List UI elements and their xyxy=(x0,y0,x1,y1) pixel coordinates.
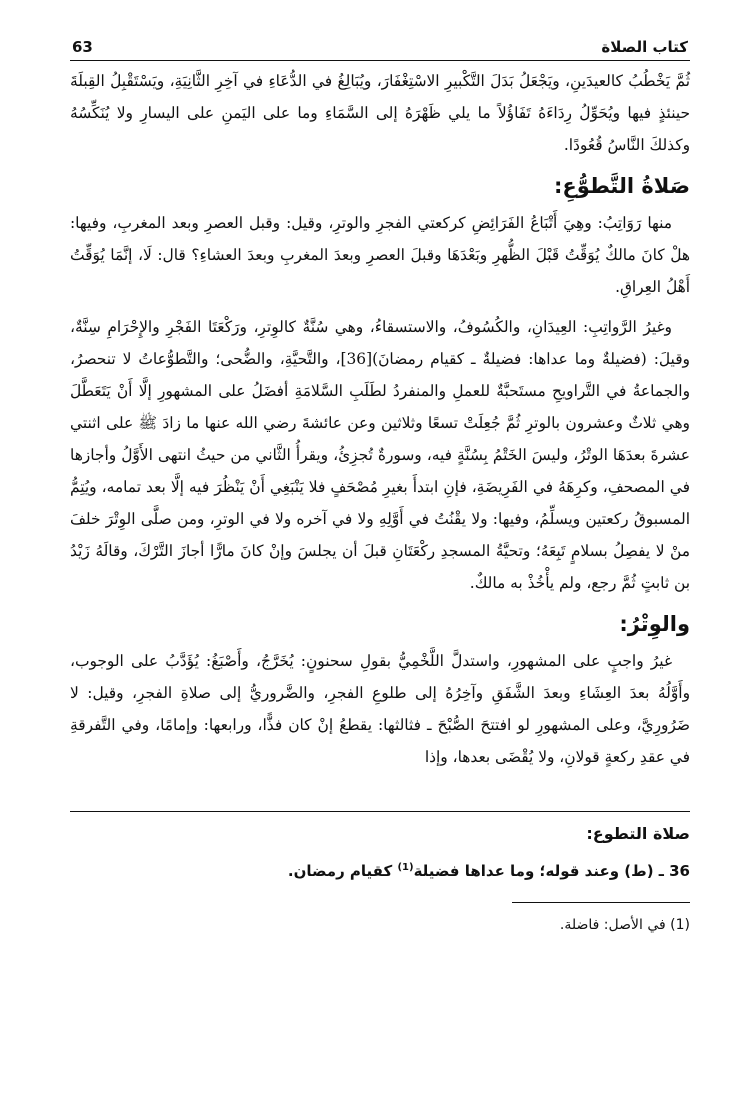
footnote-marker[interactable]: (1) xyxy=(397,862,414,873)
footnote-divider xyxy=(512,902,690,903)
intro-paragraph: ثُمَّ يَخْطُبُ كالعيدَينِ، ويَجْعَلُ بَدَلَ التَّكْبيرِ الاسْتِغْفَارَ، ويُبَالِغُ في الدُّعَاءِ في آخِرِ الثَّانِيَةِ، ويَسْتَقْبِلُ القِبلَةَ حينئذٍ فيها ويُحَوِّلُ رِدَاءَهُ تَفَاؤُلاً ما يلي ظَهْرَهُ إلى السَّمَاءِ وما على اليَمنِ على اليسارِ ولا يُنَكِّسُهُ وكذلكَ النَّاسُ قُعُودًا. xyxy=(70,72,690,154)
main-text xyxy=(70,65,690,773)
notes-heading: صلاة التطوع: xyxy=(586,824,690,843)
paragraph: وغيرُ الرَّواتِبِ: العِيدَانِ، والكُسُوفُ، والاستسقاءُ، وهي سُنَّةٌ كالوِترِ، ورَكْعَتَا الفَجْرِ والإِحْرَامِ سِنَّةٌ، وقيلَ: (فضيلةٌ وما عداها: فضيلةٌ ـ كقيام رمضانَ)[36]، والتَّحيَّةِ، والضُّحى؛ والتَّطوُّعاتُ لا تنحصرُ، والجماعةُ في التَّراويحِ مستَحبَّةٌ للعملِ والمنفردُ لطَلَبِ السَّلامَةِ أفضَلُ على المشهورِ إلَّا أَنْ يَتَعَطَّلَ وهي ثلاثٌ وعشرون بالوترِ ثُمَّ جُعِلَتْ تسعًا وثلاثين وعن عائشةَ رضي الله عنها ما زادَ ﷺ على اثنتي عشرةَ بعدَهَا الوتْرُ، وليسَ الخَتْمُ بِسُنَّةٍ فيه، وسورةٌ تُجزِئُ، ويقرأُ الثَّاني من حيثُ انتهى الأَوَّلُ وأجازها في المصحفِ، وكرِهَهُ في الفَرِيضَةِ، فإنِ ابتدأَ بغيرِ مُصْحَفٍ فلا يَنْبَغِي أَنْ يَنْظُرَ فيه إلَّا بعد تمامه، ويُتِمُّ المسبوقُ ركعتين ويسلِّمُ، وفيها: ولا يقْنُتُ في أَوَّلِهِ ولا في آخره ولا في الوترِ، ومن صلَّى الوِتْرَ خلفَ منْ لا يفصِلُ بسلامٍ تَبِعَهُ؛ وتحيَّةُ المسجدِ ركْعَتَانِ قبلَ أن يجلسَ وإنْ كانَ مارًّا أجازَ التَّرْكَ، وقالَهُ زَيْدُ بن ثابتٍ ثُمَّ رجع، ولم يأْخُذْ به مالكٌ. xyxy=(70,318,690,592)
notes-divider xyxy=(70,811,690,812)
note-36 xyxy=(70,853,690,886)
note-text: 36 ـ (ط) وعند قوله؛ وما عداها فضيلة xyxy=(413,862,690,880)
note-text-tail: كقيام رمضان. xyxy=(287,862,398,880)
book-title: كتاب الصلاة xyxy=(601,38,688,56)
section-heading-witr: والوِتْرُ: xyxy=(619,612,690,636)
running-header xyxy=(70,38,690,61)
paragraph: منها رَوَاتِبُ: وهِيَ أَتْبَاعُ الفَرَائِضِ كركعتي الفجرِ والوترِ، وقيل: وقبل العصرِ وبعد المغربِ، وفيها: هلْ كانَ مالكٌ يُوَقِّتُ قَبْلَ الظُّهرِ وبَعْدَهَا وقبلَ العصرِ وبعدَ المغربِ وبعدَ العشاءِ؟ قال: لَا، إنَّمَا يُوَقِّتُ أَهْلُ العِراقِ. xyxy=(70,214,690,296)
page xyxy=(70,38,690,1078)
section-heading-tatawwu: صَلاةُ التَّطوُّعِ: xyxy=(554,174,690,198)
textual-notes xyxy=(70,824,690,886)
footnote-1: (1) في الأصل: فاضلة. xyxy=(559,917,690,933)
page-number: 63 xyxy=(72,38,93,56)
paragraph: غيرُ واجبٍ على المشهورِ، واستدلَّ اللَّخْمِيُّ بقولِ سحنونٍ: يُخَرَّجُ، وأَصْبَغُ: يُؤَدَّبُ على الوجوب، وأَوَّلُهُ بعدَ العِشَاءِ وبعدَ الشَّفَقِ وآخِرُهُ إلى طلوعِ الفجرِ، والضَّروريُّ إلى صلاةِ الفجرِ، وقيل: لا ضَرُورِيَّ، وعلى المشهورِ لو افتتحَ الصُّبْحَ ـ فثالثها: يقطعُ إنْ كان فذًّا، ورابعها: وإمامًا، وفي التَّفرقةِ في عقدِ ركعةٍ قولانِ، ولا يُقْضَى بعدها، وإذا xyxy=(70,652,690,766)
